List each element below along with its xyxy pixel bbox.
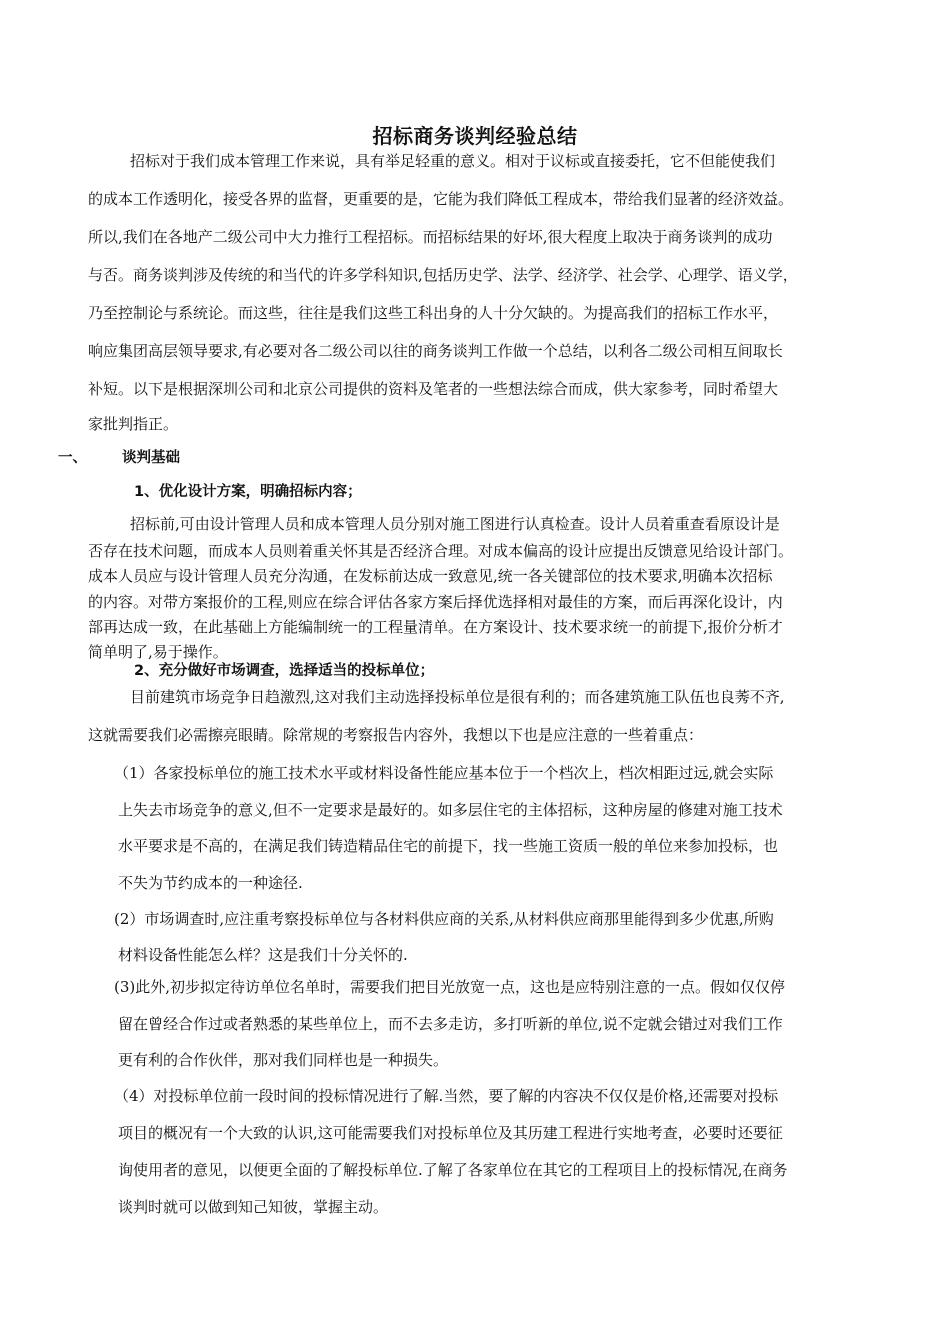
- intro-line: 响应集团高层领导要求,有必要对各二级公司以往的商务谈判工作做一个总结，以利各二级公司相互间取长: [88, 342, 783, 360]
- list-item-line: 谈判时就可以做到知己知彼，掌握主动。: [118, 1198, 389, 1216]
- section-number: 一、: [58, 450, 87, 466]
- intro-line: 与否。商务谈判涉及传统的和当代的许多学科知识,包括历史学、法学、经济学、社会学、心理学、语义学，: [88, 266, 798, 284]
- paragraph-line: 这就需要我们必需擦亮眼睛。除常规的考察报告内容外，我想以下也是应注意的一些着重点：: [88, 726, 704, 744]
- intro-line: 所以,我们在各地产二级公司中大力推行工程招标。而招标结果的好坏,很大程度上取决于商务谈判的成功: [88, 228, 773, 246]
- intro-line: 补短。以下是根据深圳公司和北京公司提供的资料及笔者的一些想法综合而成，供大家参考，同时希望大: [88, 380, 779, 398]
- paragraph-line: 招标前,可由设计管理人员和成本管理人员分别对施工图进行认真检查。设计人员着重查看原设计是: [130, 515, 780, 533]
- paragraph-line: 否存在技术问题，而成本人员则着重关怀其是否经济合理。对成本偏高的设计应提出反馈意见给设计部门。: [88, 542, 794, 560]
- list-item-line: 水平要求是不高的，在满足我们铸造精品住宅的前提下，找一些施工资质一般的单位来参加投标，也: [118, 837, 779, 855]
- list-item-line: （1）各家投标单位的施工技术水平或材料设备性能应基本位于一个档次上，档次相距过远,就会实际: [114, 764, 774, 782]
- list-item-line: (3)此外,初步拟定待访单位名单时，需要我们把目光放宽一点，这也是应特别注意的一点。假如仅仅停: [114, 978, 786, 996]
- list-item-line: 材料设备性能怎么样？这是我们十分关怀的.: [118, 946, 408, 964]
- paragraph-line: 目前建筑市场竞争日趋激烈,这对我们主动选择投标单位是很有利的；而各建筑施工队伍也良莠不齐,: [130, 688, 785, 706]
- section-title: 谈判基础: [122, 450, 180, 466]
- intro-line: 乃至控制论与系统论。而这些，往往是我们这些工科出身的人十分欠缺的。为提高我们的招标工作水平，: [88, 304, 779, 322]
- paragraph-line: 部再达成一致，在此基础上方能编制统一的工程量清单。在方案设计、技术要求统一的前提下,报价分析才: [88, 618, 783, 636]
- intro-line: 招标对于我们成本管理工作来说，具有举足轻重的意义。相对于议标或直接委托，它不但能使我们: [130, 152, 776, 170]
- list-item-line: 上失去市场竞争的意义,但不一定要求是最好的。如多层住宅的主体招标，这种房屋的修建对施工技术: [118, 801, 783, 819]
- paragraph-line: 成本人员应与设计管理人员充分沟通，在发标前达成一致意见,统一各关键部位的技术要求,明确本次招标: [88, 567, 773, 585]
- list-item-line: (2）市场调查时,应注重考察投标单位与各材料供应商的关系,从材料供应商那里能得到多少优惠,所购: [114, 910, 774, 928]
- paragraph-line: 的内容。对带方案报价的工程,则应在综合评估各家方案后择优选择相对最佳的方案，而后再深化设计，内: [88, 593, 783, 611]
- subsection-heading: 1、优化设计方案，明确招标内容；: [134, 484, 362, 500]
- subsection-heading: 2、充分做好市场调查，选择适当的投标单位；: [134, 663, 435, 679]
- intro-line: 家批判指正。: [88, 415, 179, 433]
- document-title: 招标商务谈判经验总结: [372, 124, 578, 148]
- list-item-line: 不失为节约成本的一种途径.: [118, 874, 303, 892]
- paragraph-line: 简单明了,易于操作。: [88, 643, 228, 661]
- list-item-line: 询使用者的意见，以便更全面的了解投标单位.了解了各家单位在其它的工程项目上的投标情况,在商务: [118, 1161, 788, 1179]
- list-item-line: （4）对投标单位前一段时间的投标情况进行了解.当然，要了解的内容决不仅仅是价格,还需要对投标: [114, 1087, 779, 1105]
- intro-line: 的成本工作透明化，接受各界的监督，更重要的是，它能为我们降低工程成本，带给我们显著的经济效益。: [88, 190, 794, 208]
- list-item-line: 项目的概况有一个大致的认识,这可能需要我们对投标单位及其历建工程进行实地考查，必要时还要征: [118, 1124, 783, 1142]
- list-item-line: 更有利的合作伙伴，那对我们同样也是一种损失。: [118, 1051, 449, 1069]
- list-item-line: 留在曾经合作过或者熟悉的某些单位上，而不去多走访，多打听新的单位,说不定就会错过对我们工作: [118, 1015, 783, 1033]
